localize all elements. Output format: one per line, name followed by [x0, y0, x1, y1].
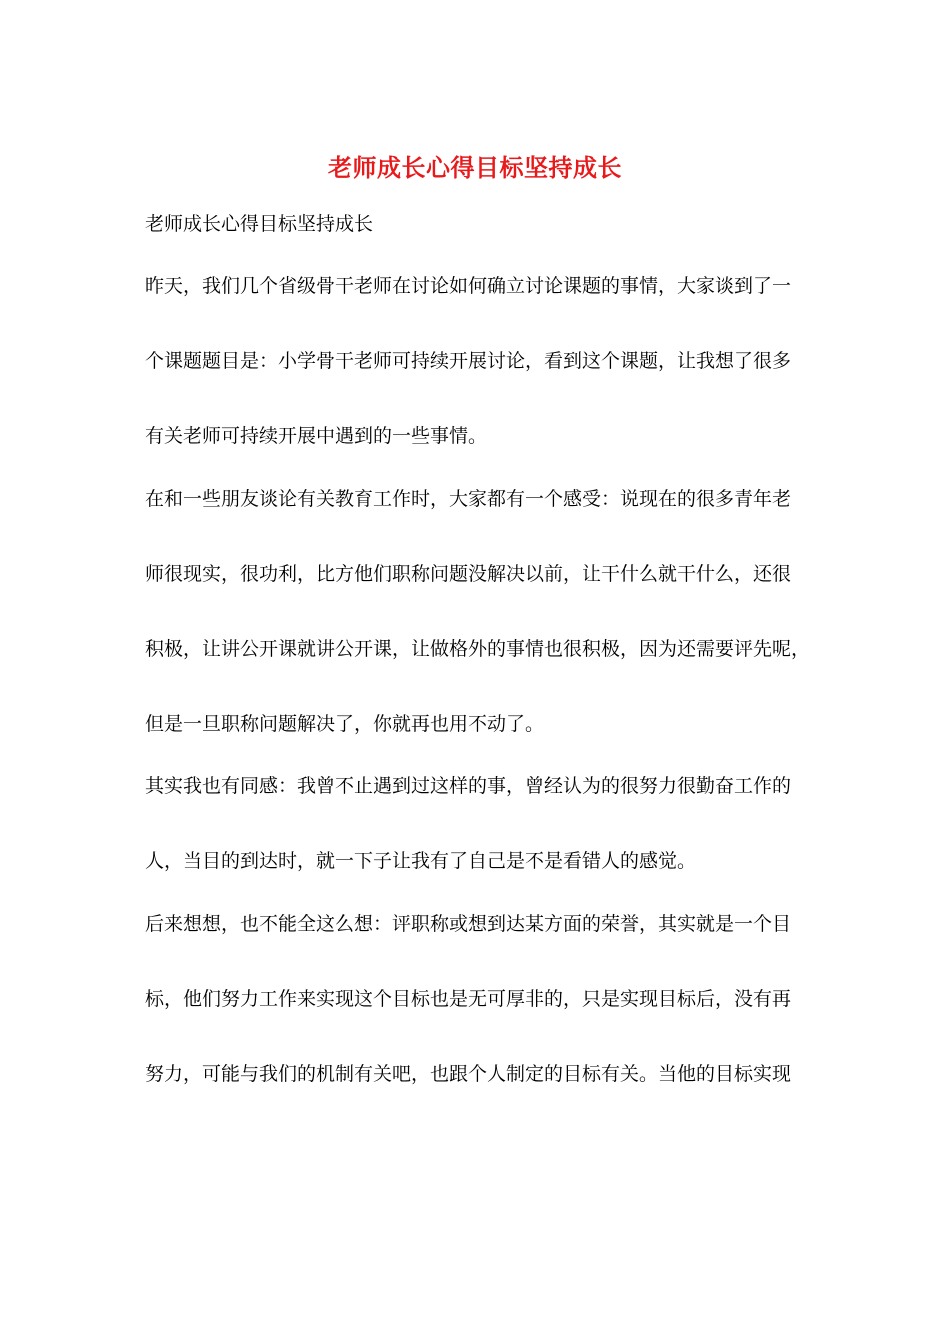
paragraph-line: 昨天，我们几个省级骨干老师在讨论如何确立讨论课题的事情，大家谈到了一	[145, 275, 792, 297]
paragraph-line: 个课题题目是：小学骨干老师可持续开展讨论，看到这个课题，让我想了很多	[145, 350, 792, 372]
paragraph-line: 积极，让讲公开课就讲公开课，让做格外的事情也很积极，因为还需要评先呢，	[145, 638, 811, 660]
subtitle-line: 老师成长心得目标坚持成长	[145, 213, 374, 235]
paragraph-line: 人，当目的到达时，就一下子让我有了自己是不是看错人的感觉。	[145, 850, 697, 872]
paragraph-line: 师很现实，很功利，比方他们职称问题没解决以前，让干什么就干什么，还很	[145, 563, 792, 585]
paragraph-line: 在和一些朋友谈论有关教育工作时，大家都有一个感受：说现在的很多青年老	[145, 488, 792, 510]
paragraph-line: 但是一旦职称问题解决了，你就再也用不动了。	[145, 713, 545, 735]
document-title: 老师成长心得目标坚持成长	[328, 153, 622, 182]
paragraph-line: 其实我也有同感：我曾不止遇到过这样的事，曾经认为的很努力很勤奋工作的	[145, 775, 792, 797]
paragraph-line: 有关老师可持续开展中遇到的一些事情。	[145, 425, 488, 447]
paragraph-line: 后来想想，也不能全这么想：评职称或想到达某方面的荣誉，其实就是一个目	[145, 913, 792, 935]
paragraph-line: 努力，可能与我们的机制有关吧，也跟个人制定的目标有关。当他的目标实现	[145, 1063, 792, 1085]
paragraph-line: 标，他们努力工作来实现这个目标也是无可厚非的，只是实现目标后，没有再	[145, 988, 792, 1010]
